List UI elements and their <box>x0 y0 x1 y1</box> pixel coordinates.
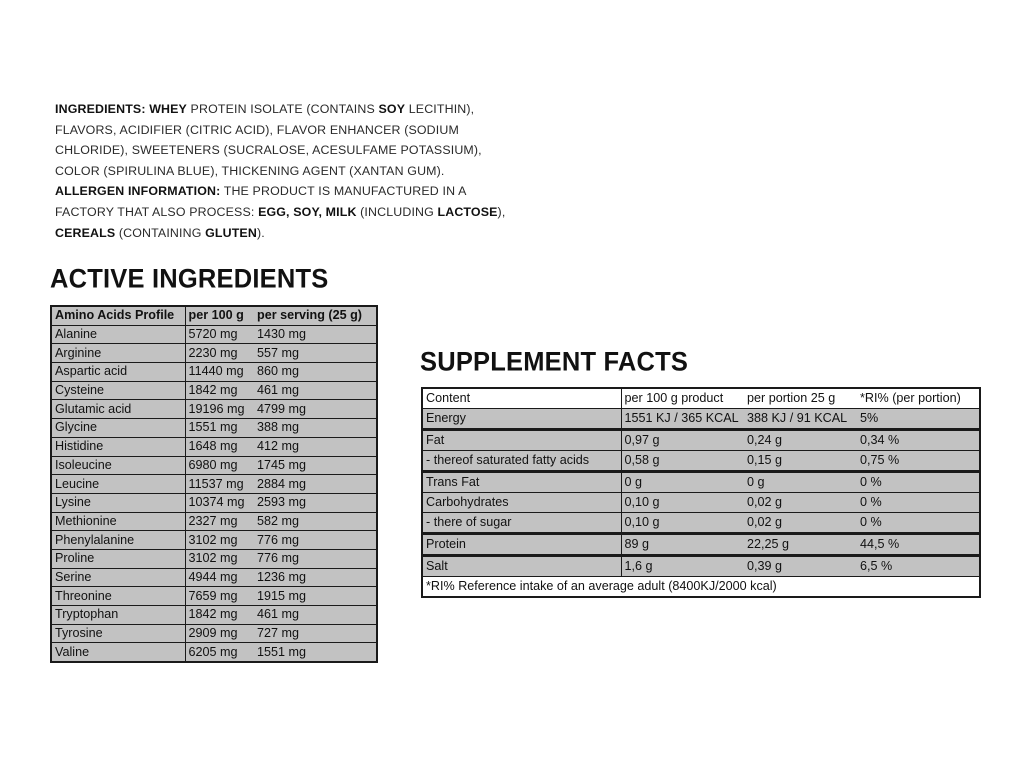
table-row <box>51 512 377 531</box>
table-cell: Tyrosine <box>51 624 185 643</box>
table-cell: 89 g <box>621 534 744 556</box>
table-row <box>51 624 377 643</box>
ingredients-segment: (CONTAINING <box>115 225 206 240</box>
ingredients-segment: FLAVORS, ACIDIFIER (CITRIC ACID), FLAVOR ENHANCER (SODIUM <box>55 122 459 137</box>
ingredients-segment: (INCLUDING <box>356 204 438 219</box>
table-cell: Valine <box>51 643 185 662</box>
table-row <box>51 587 377 606</box>
table-cell: 1745 mg <box>257 457 307 472</box>
table-cell: 4799 mg <box>257 401 307 416</box>
table-cell: 0,34 % <box>857 430 980 451</box>
ingredients-emphasis: LACTOSE <box>437 204 498 219</box>
table-row <box>422 472 980 493</box>
ingredients-line <box>55 202 545 223</box>
table-cell: 4944 mg <box>188 569 238 584</box>
table-cell: Salt <box>422 556 621 577</box>
table-cell: Leucine <box>51 475 185 494</box>
table-cell: 388 mg <box>257 420 300 435</box>
table-cell: 860 mg <box>257 364 300 379</box>
ingredients-line <box>55 99 545 120</box>
table-row <box>422 493 980 513</box>
table-cell: Glycine <box>51 419 185 438</box>
table-cell: 0 g <box>744 472 857 493</box>
table-cell: 388 KJ / 91 KCAL <box>744 409 857 430</box>
table-row <box>422 556 980 577</box>
table-cell: 1842 mg <box>188 607 238 622</box>
ingredients-emphasis: EGG, SOY, MILK <box>258 204 357 219</box>
table-cell: 2230 mg <box>188 345 238 360</box>
reference-note: *RI% Reference intake of an average adult (8400KJ/2000 kcal) <box>422 577 980 598</box>
ingredients-line <box>55 120 545 141</box>
table-cell: 1551 mg <box>188 420 238 435</box>
table-cell: 11537 mg <box>188 476 244 491</box>
table-row <box>51 568 377 587</box>
table-cell: Proline <box>51 549 185 568</box>
facts-table-header <box>422 388 980 409</box>
table-cell: Phenylalanine <box>51 531 185 550</box>
column-header: *RI% (per portion) <box>857 388 980 409</box>
ingredients-text <box>55 99 545 243</box>
ingredients-line <box>55 140 545 161</box>
table-cell: 1648 mg <box>188 439 238 454</box>
table-cell: Lysine <box>51 493 185 512</box>
ingredients-emphasis: INGREDIENTS: WHEY <box>55 102 187 116</box>
table-cell: 582 mg <box>257 513 300 528</box>
table-row <box>51 493 377 512</box>
table-cell: 6980 mg <box>188 457 238 472</box>
table-cell: Threonine <box>51 587 185 606</box>
table-cell: Cysteine <box>51 381 185 400</box>
table-cell: 1551 mg <box>257 644 307 659</box>
table-cell: 727 mg <box>257 626 300 641</box>
table-cell: 0,97 g <box>621 430 744 451</box>
table-cell: Tryptophan <box>51 606 185 625</box>
ingredients-segment: FACTORY THAT ALSO PROCESS: <box>55 204 259 219</box>
table-cell: Arginine <box>51 344 185 363</box>
table-cell: 0,39 g <box>747 559 783 573</box>
ingredients-emphasis: GLUTEN <box>205 225 257 240</box>
ingredients-line <box>55 161 545 182</box>
table-cell: 461 mg <box>257 383 300 398</box>
reference-note-row <box>422 577 980 598</box>
table-cell: 0,10 g <box>621 493 744 513</box>
amino-acids-table <box>50 305 378 663</box>
amino-table-header <box>51 306 377 325</box>
ingredients-segment: THE PRODUCT IS MANUFACTURED IN A <box>220 184 467 199</box>
table-cell: 19196 mg <box>188 401 245 416</box>
supplement-facts-title: SUPPLEMENT FACTS <box>420 347 689 377</box>
column-header: per serving (25 g) <box>257 308 362 323</box>
table-cell: Alanine <box>51 325 185 344</box>
table-cell: Methionine <box>51 512 185 531</box>
table-cell: Glutamic acid <box>51 400 185 419</box>
table-cell: 557 mg <box>257 345 300 360</box>
table-cell: 0 g <box>621 472 744 493</box>
column-header: Content <box>422 388 621 409</box>
column-header: per 100 g <box>188 308 244 323</box>
table-cell: 0 % <box>857 472 980 493</box>
table-cell: 5% <box>857 409 980 430</box>
table-cell: 11440 mg <box>188 364 244 379</box>
table-cell: 2909 mg <box>188 626 238 641</box>
table-cell: Energy <box>422 409 621 430</box>
table-cell: Isoleucine <box>51 456 185 475</box>
table-row <box>422 534 980 556</box>
table-cell: 776 mg <box>257 532 300 547</box>
table-cell: Histidine <box>51 437 185 456</box>
ingredients-emphasis: ALLERGEN INFORMATION: <box>55 184 221 199</box>
ingredients-emphasis: SOY <box>378 102 406 116</box>
table-row <box>51 325 377 344</box>
column-header: Amino Acids Profile <box>51 306 185 325</box>
table-cell: - thereof saturated fatty acids <box>422 451 621 472</box>
table-cell: 7659 mg <box>188 588 238 603</box>
table-cell: 2327 mg <box>188 513 238 528</box>
table-cell: 0,75 % <box>857 451 980 472</box>
table-cell: Serine <box>51 568 185 587</box>
ingredients-segment: COLOR (SPIRULINA BLUE), THICKENING AGENT (XANTAN GUM). <box>55 163 445 178</box>
table-cell: 1842 mg <box>188 383 238 398</box>
table-row <box>51 400 377 419</box>
table-cell: 0,02 g <box>744 513 857 534</box>
table-cell: 22,25 g <box>744 534 857 556</box>
table-row <box>51 419 377 438</box>
table-row <box>51 531 377 550</box>
table-cell: 0 % <box>857 513 980 534</box>
table-cell: 6,5 % <box>860 559 893 573</box>
table-row <box>51 606 377 625</box>
table-cell: Fat <box>422 430 621 451</box>
ingredients-segment: LECITHIN), <box>405 102 475 116</box>
table-cell: Aspartic acid <box>51 363 185 382</box>
supplement-facts-table <box>421 387 981 598</box>
table-row <box>51 643 377 662</box>
table-row <box>422 430 980 451</box>
table-cell: 412 mg <box>257 439 300 454</box>
column-header: per 100 g product <box>621 388 744 409</box>
table-row <box>51 437 377 456</box>
table-cell: 5720 mg <box>188 327 238 342</box>
table-cell: Carbohydrates <box>422 493 621 513</box>
ingredients-emphasis: CEREALS <box>55 225 116 240</box>
table-row <box>422 451 980 472</box>
table-cell: 2884 mg <box>257 476 307 491</box>
ingredients-segment: PROTEIN ISOLATE (CONTAINS <box>186 102 379 116</box>
table-cell: 1430 mg <box>257 327 307 342</box>
table-cell: 2593 mg <box>257 495 307 510</box>
table-row <box>51 475 377 494</box>
ingredients-line <box>55 181 545 202</box>
table-row <box>51 344 377 363</box>
table-cell: 3102 mg <box>188 532 238 547</box>
table-cell: 0,58 g <box>621 451 744 472</box>
table-cell: Protein <box>422 534 621 556</box>
table-cell: 776 mg <box>257 551 300 566</box>
active-ingredients-title: ACTIVE INGREDIENTS <box>50 264 329 294</box>
table-cell: 44,5 % <box>857 534 980 556</box>
table-cell: 0 % <box>857 493 980 513</box>
table-cell: 0,15 g <box>744 451 857 472</box>
table-cell: 6205 mg <box>188 644 238 659</box>
table-cell: 10374 mg <box>188 495 245 510</box>
table-cell: 1236 mg <box>257 569 307 584</box>
column-header: per portion 25 g <box>744 388 857 409</box>
table-row <box>51 381 377 400</box>
table-cell: 0,10 g <box>621 513 744 534</box>
ingredients-segment: ), <box>497 204 506 219</box>
table-cell: - there of sugar <box>422 513 621 534</box>
ingredients-line <box>55 223 545 244</box>
table-cell: 0,24 g <box>744 430 857 451</box>
table-cell: 1915 mg <box>257 588 307 603</box>
table-cell: 0,02 g <box>744 493 857 513</box>
table-row <box>422 513 980 534</box>
table-cell: 3102 mg <box>188 551 238 566</box>
ingredients-segment: CHLORIDE), SWEETENERS (SUCRALOSE, ACESULFAME POTASSIUM), <box>55 143 482 158</box>
ingredients-segment: ). <box>256 225 265 240</box>
table-cell: 1,6 g <box>624 559 653 573</box>
table-row <box>51 456 377 475</box>
table-row <box>422 409 980 430</box>
table-cell: Trans Fat <box>422 472 621 493</box>
table-cell: 461 mg <box>257 607 300 622</box>
table-row <box>51 363 377 382</box>
table-row <box>51 549 377 568</box>
table-cell: 1551 KJ / 365 KCAL <box>621 409 744 430</box>
